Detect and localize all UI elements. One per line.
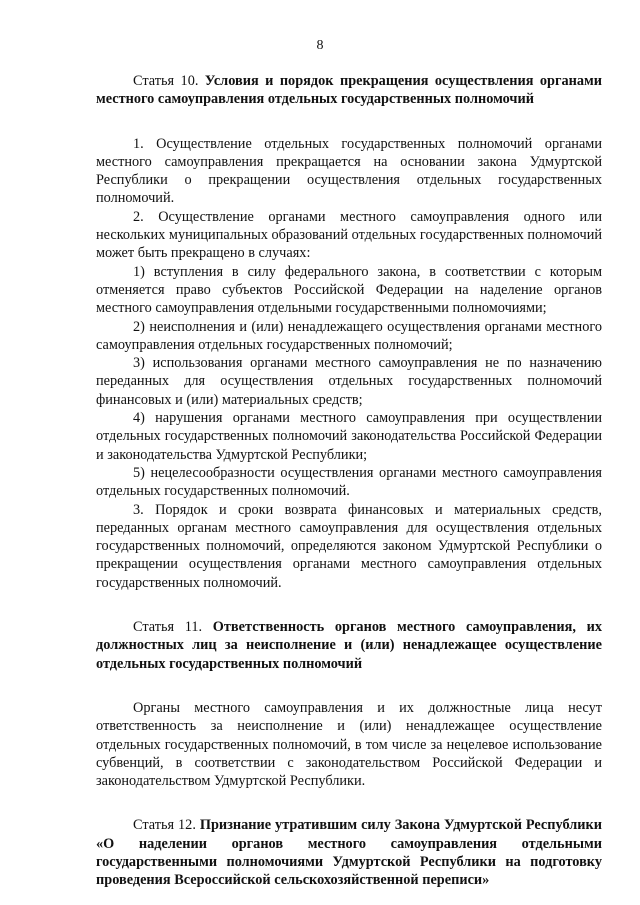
article-10-paragraph: 2. Осуществление органами местного самоуправления одного или нескольких муниципальных образований отдельных государственных полномочий может быть прекращено в случаях: (96, 208, 602, 262)
article-11-heading (96, 618, 602, 673)
page-number: 8 (316, 38, 324, 53)
article-10-label: Статья 10. (133, 73, 199, 89)
article-11-title: Ответственность органов местного самоуправления, их должностных лиц за неисполнение и (или) ненадлежащее осуществление отдельных государственных полномочий (96, 619, 603, 672)
article-10-heading (96, 72, 602, 109)
article-10-paragraph: 3) использования органами местного самоуправления не по назначению переданных для осуществления отдельных государственных полномочий финансовых и (или) материальных средств; (96, 355, 602, 408)
article-10-paragraph: 1) вступления в силу федерального закона, в соответствии с которым отменяется право субъектов Российской Федерации на наделение органов местного самоуправления отдельными государственными полномочиями; (96, 263, 602, 317)
article-12-title: Признание утратившим силу Закона Удмуртской Республики «О наделении органов местного самоуправления отдельными государственными полномочиями Удмуртской Республики на подготовку проведения Всероссийской сельскохозяйственной переписи» (96, 817, 603, 889)
article-12-label: Статья 12. (133, 817, 196, 834)
article-10-paragraph: 4) нарушения органами местного самоуправления при осуществлении отдельных государственных полномочий законодательства Российской Федерации и законодательства Удмуртской Республики; (96, 410, 602, 463)
article-10-title: Условия и порядок прекращения осуществления органами местного самоуправления отдельных государственных полномочий (96, 73, 602, 108)
article-10-paragraph: 1. Осуществление отдельных государственных полномочий органами местного самоуправления прекращается на основании закона Удмуртской Республики о прекращении осуществления отдельных государственных полномочий. (96, 135, 602, 207)
article-11-paragraph: Органы местного самоуправления и их должностные лица несут ответственность за неисполнение и (или) ненадлежащее осуществление отдельных государственных полномочий, в том числе за нецелевое использование субвенций, в соответствии с законодательством Российской Федерации и законодательством Удмуртской Республики. (96, 699, 602, 790)
article-11-label: Статья 11. (133, 619, 203, 636)
article-10-paragraph: 2) неисполнения и (или) ненадлежащего осуществления органами местного самоуправления отдельных государственных полномочий; (96, 318, 602, 353)
article-10-paragraph: 3. Порядок и сроки возврата финансовых и материальных средств, переданных органам местного самоуправления для осуществления отдельных государственных полномочий, определяются законом Удмуртской Республики о прекращении осуществления органами местного самоуправления отдельных государственных полномочий. (96, 501, 602, 591)
document-body (96, 72, 602, 890)
article-10-paragraph: 5) нецелесообразности осуществления органами местного самоуправления отдельных государственных полномочий. (96, 464, 602, 500)
article-12-heading (96, 816, 602, 889)
